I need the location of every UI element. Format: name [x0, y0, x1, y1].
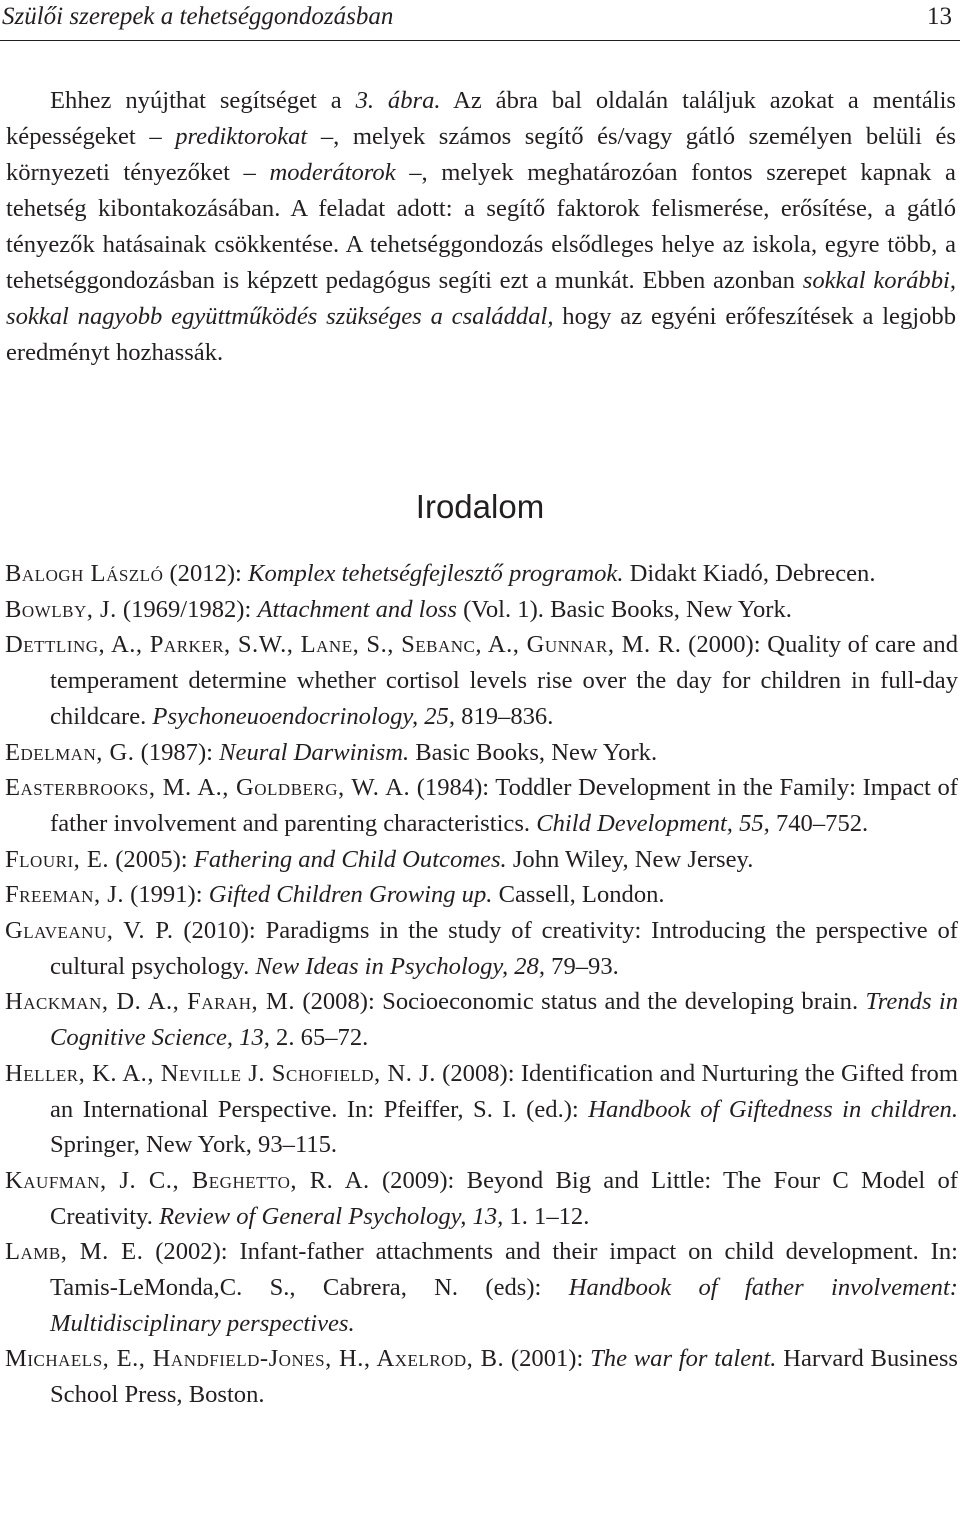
reference-text: (1969/1982): — [116, 595, 258, 623]
text-segment: –, melyek számos segítő és/vagy gátló személyen belüli és környezeti tényezőket – — [6, 123, 957, 186]
reference-text: (2001): — [504, 1345, 591, 1373]
section-heading: Irodalom — [415, 488, 545, 525]
reference-entry — [5, 627, 958, 734]
text-segment: –, melyek meghatározóan fontos szerepet kapnak a tehetség kibontakozásában. A feladat adott: a segítő faktorok felismerése, erősítése, a gátló tényezők hatásainak csökkentése. A tehetséggondozás elsődleges helye az iskola, egyre több, a tehetséggondozásban is képzett pedagógus segíti ezt a munkát. Ebben azonban — [6, 159, 956, 294]
reference-author: Lamb, M. E. — [5, 1238, 144, 1266]
text-segment: Ehhez nyújthat segítséget a — [50, 87, 356, 114]
reference-text: (2012): — [163, 560, 249, 587]
reference-title: Neural Darwinism. — [219, 738, 410, 766]
reference-author: Balogh László — [5, 560, 164, 587]
running-head-title: Szülői szerepek a tehetséggondozásban — [2, 3, 394, 30]
reference-author: Hackman, D. A., Farah, M. — [5, 988, 296, 1016]
reference-text: (1991): — [123, 881, 209, 909]
reference-entry — [5, 1234, 958, 1341]
text-segment: hogy az egyéni erőfeszítések a legjobb eredményt hozhassák. — [6, 303, 956, 366]
figure-reference: 3. ábra. — [355, 87, 441, 114]
reference-author: Michaels, E., Handfield-Jones, H., Axelrod, B. — [5, 1345, 505, 1373]
reference-text: (2000): Quality of care and temperament determine whether cortisol levels rise over the day for children in full-day childcare. — [50, 631, 958, 730]
reference-title: Handbook of father involvement: Multidisciplinary perspectives. — [50, 1274, 958, 1337]
reference-list — [5, 556, 958, 1413]
reference-title: Gifted Children Growing up. — [208, 881, 493, 909]
reference-author: Kaufman, J. C., Beghetto, R. A. — [5, 1166, 370, 1194]
reference-title: The war for talent. — [590, 1345, 777, 1373]
reference-entry — [5, 984, 958, 1055]
reference-entry — [5, 556, 958, 592]
reference-title: Komplex tehetségfejlesztő programok. — [248, 560, 624, 587]
reference-title: Fathering and Child Outcomes. — [193, 845, 507, 873]
reference-author: Heller, K. A., Neville J. Schofield, N. J. — [5, 1059, 436, 1087]
page-number: 13 — [927, 3, 952, 30]
reference-text: (1987): — [134, 738, 220, 766]
reference-title: Child Development, 55, — [536, 809, 770, 837]
reference-title: Psychoneuoendocrinology, 25, — [152, 702, 455, 730]
reference-text: 2. 65–72. — [269, 1024, 369, 1052]
reference-text: Basic Books, New York. — [409, 738, 658, 766]
body-text — [6, 83, 956, 371]
reference-author: Dettling, A., Parker, S.W., Lane, S., Sebanc, A., Gunnar, M. R. — [5, 631, 682, 659]
reference-text: 740–752. — [769, 809, 869, 837]
reference-title: Handbook of Giftedness in children. — [588, 1095, 958, 1123]
reference-entry — [5, 1056, 958, 1163]
reference-title: Trends in Cognitive Science, 13, — [50, 988, 958, 1052]
reference-text: John Wiley, New Jersey. — [506, 845, 754, 873]
reference-entry — [5, 592, 958, 628]
text-segment: Az ábra bal oldalán találjuk azokat a mentális képességeket – — [6, 87, 956, 150]
reference-text: 1. 1–12. — [503, 1202, 590, 1230]
reference-entry — [5, 770, 958, 841]
reference-entry — [5, 842, 958, 878]
reference-entry — [5, 1341, 958, 1412]
reference-author: Easterbrooks, M. A., Goldberg, W. A. — [5, 774, 411, 802]
reference-text: Cassell, London. — [492, 881, 665, 909]
reference-author: Freeman, J. — [5, 881, 124, 909]
reference-title: Review of General Psychology, 13, — [159, 1202, 504, 1230]
reference-text: (2010): Paradigms in the study of creativity: Introducing the perspective of cultural psychology. — [50, 917, 959, 980]
reference-text: Springer, New York, 93–115. — [50, 1131, 338, 1159]
reference-text: (1984): Toddler Development in the Family: Impact of father involvement and parenting characteristics. — [50, 774, 958, 837]
reference-text: Didakt Kiadó, Debrecen. — [623, 560, 876, 587]
reference-author: Glaveanu, V. P. — [5, 917, 174, 945]
reference-text: (2005): — [109, 845, 194, 873]
term-prediktorok: prediktorokat — [175, 123, 308, 150]
reference-text: Harvard Business School Press, Boston. — [50, 1345, 959, 1409]
reference-title: Attachment and loss — [257, 595, 457, 623]
emphasis-text: sokkal korábbi, sokkal nagyobb együttműködés szükséges a családdal, — [6, 267, 956, 330]
reference-author: Flouri, E. — [5, 845, 110, 873]
reference-text: (Vol. 1). Basic Books, New York. — [456, 595, 792, 623]
reference-text: 819–836. — [455, 702, 554, 730]
reference-text: (2009): Beyond Big and Little: The Four C Model of Creativity. — [50, 1166, 958, 1230]
reference-entry — [5, 1163, 958, 1234]
reference-entry — [5, 735, 958, 771]
running-head — [0, 0, 960, 41]
reference-text: (2008): Socioeconomic status and the developing brain. — [295, 988, 866, 1016]
reference-text: (2002): Infant-father attachments and their impact on child development. In: Tamis-LeMonda,C. S., Cabrera, N. (eds): — [50, 1238, 958, 1302]
reference-text: (2008): Identification and Nurturing the Gifted from an International Perspective. In: Pfeiffer, S. I. (ed.): — [50, 1059, 958, 1123]
reference-entry — [5, 877, 958, 913]
term-moderatorok: moderátorok — [269, 159, 396, 186]
reference-title: New Ideas in Psychology, 28, — [255, 952, 545, 980]
reference-author: Edelman, G. — [5, 738, 135, 766]
paragraph — [6, 83, 956, 371]
reference-entry — [5, 913, 958, 984]
reference-author: Bowlby, J. — [5, 595, 117, 623]
reference-text: 79–93. — [545, 952, 619, 980]
